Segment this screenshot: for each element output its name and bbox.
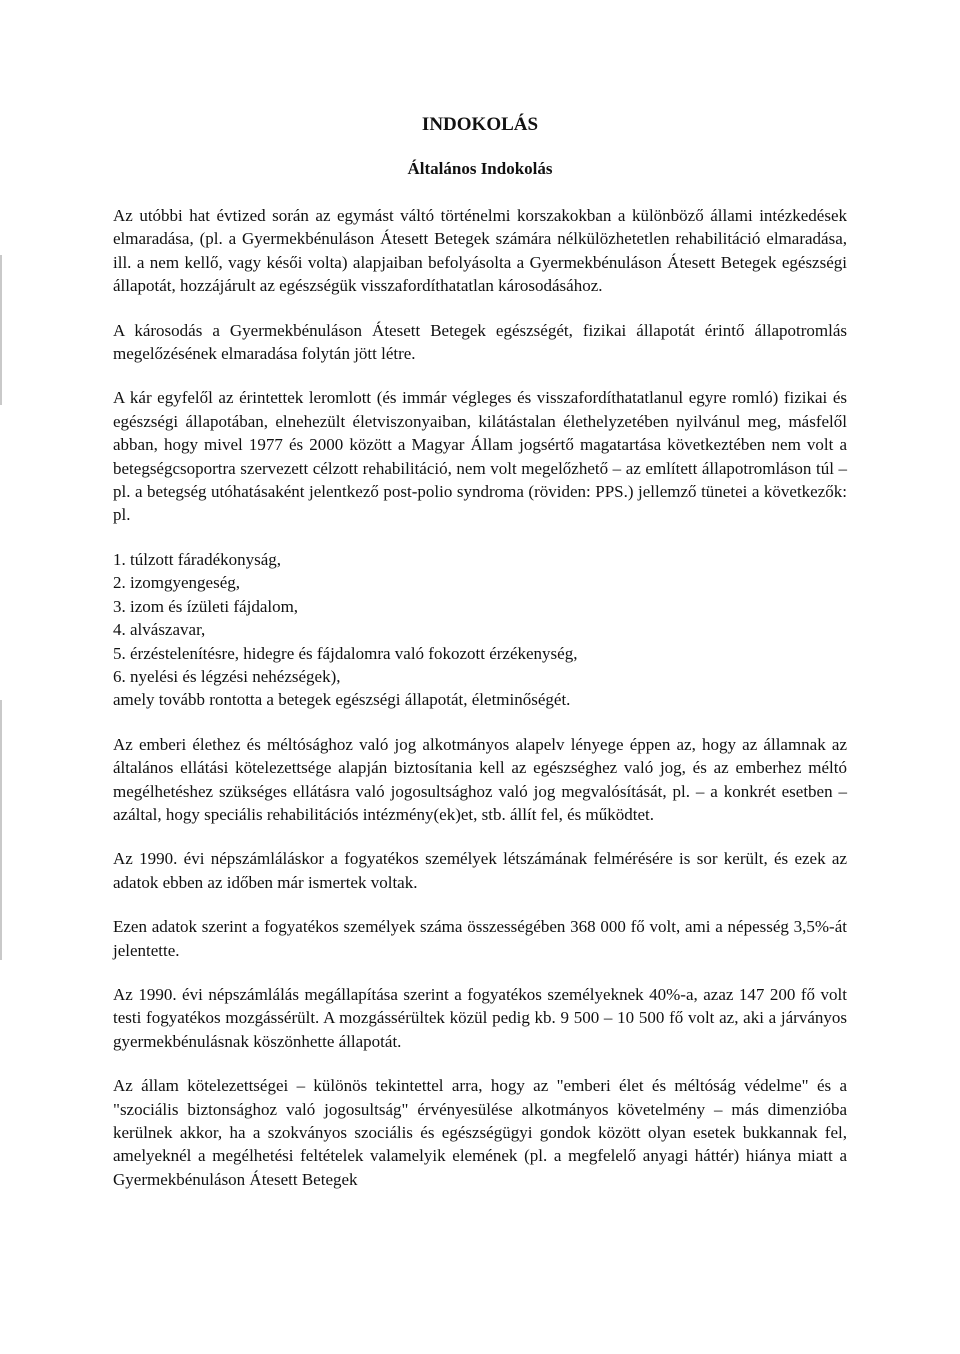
list-item: 2. izomgyengeség, <box>113 573 240 593</box>
paragraph: Ezen adatok szerint a fogyatékos személyek száma összességében 368 000 fő volt, ami a népesség 3,5%-át jelentette. <box>113 917 847 960</box>
document-title: INDOKOLÁS <box>421 114 539 135</box>
paragraph: A kár egyfelől az érintettek leromlott (és immár végleges és visszafordíthatatlanul egyre romló) fizikai és egészségi állapotában, elnehezült életviszonyaiban, kilátástalan élethelyzetében nyilvánul meg, másfelől abban, hogy mivel 1977 és 2000 között a Magyar Állam jogsértő magatartása következtében nem volt a betegségcsoportra szervezett célzott rehabilitáció, nem volt megelőzhető – az említett állapotromláson túl – pl. a betegség utóhatásaként jelentkező post-polio syndroma (röviden: PPS.) jellemző tünetei a következők: pl. <box>113 388 847 525</box>
paragraph: Az 1990. évi népszámláláskor a fogyatékos személyek létszámának felmérésére is sor került, és ezek az adatok ebben az időben már ismertek voltak. <box>113 849 847 892</box>
document-subtitle: Általános Indokolás <box>407 159 553 178</box>
paragraph: Az 1990. évi népszámlálás megállapítása szerint a fogyatékos személyeknek 40%-a, azaz 147 200 fő volt testi fogyatékos mozgássérült. A mozgássérültek közül pedig kb. 9 500 – 10 500 fő volt az, aki a járványos gyermekbénulásnak köszönhette állapotát. <box>113 984 847 1051</box>
list-item: 3. izom és ízületi fájdalom, <box>113 596 299 616</box>
scan-edge-mark <box>0 700 2 960</box>
paragraph: Az utóbbi hat évtized során az egymást váltó történelmi korszakokban a különböző állami intézkedések elmaradása, (pl. a Gyermekbénuláson Átesett Betegek számára nélkülözhetetlen rehabilitáció elmaradása, ill. a nem kellő, vagy késői volta) alapjaiban befolyásolta a Gyermekbénuláson Átesett Betegek egészségi állapotát, hozzájárult az egészségük visszafordíthatatlan károsodásához. <box>113 206 847 296</box>
scan-edge-mark <box>0 255 2 405</box>
list-item: 4. alvászavar, <box>113 620 206 640</box>
paragraph: Az állam kötelezettségei – különös tekintettel arra, hogy az "emberi élet és méltóság védelme" és a "szociális biztonsághoz való jogosultság" érvényesülése alkotmányos követelmény – más dimenzióba kerülnek akkor, ha a szokványos szociális és egészségügyi gondok között olyan esetek bukkannak fel, amelyeknél a megélhetési feltételek valamelyik elemének (pl. a megfelelő anyagi háttér) hiánya miatt a Gyermekbénuláson Átesett Betegek <box>113 1076 847 1189</box>
list-item: 5. érzéstelenítésre, hidegre és fájdalomra való fokozott érzékenység, <box>113 643 578 663</box>
list-item: 6. nyelési és légzési nehézségek), <box>113 666 341 686</box>
list-conclusion: amely tovább rontotta a betegek egészségi állapotát, életminőségét. <box>113 690 571 710</box>
list-item: 1. túlzott fáradékonyság, <box>113 549 282 569</box>
document-body <box>113 204 847 1191</box>
symptom-list <box>113 548 847 688</box>
paragraph: A károsodás a Gyermekbénuláson Átesett Betegek egészségét, fizikai állapotát érintő állapotromlás megelőzésének elmaradása folytán jött létre. <box>113 320 847 364</box>
paragraph: Az emberi élethez és méltósághoz való jog alkotmányos alapelv lényege éppen az, hogy az államnak az általános ellátási kötelezettsége alapján biztosítania kell az egészséghez való jog, és az emberhez méltó megélhetéshez szükséges ellátásra való jogosultsághoz való jog megvalósítását, pl. – a konkrét esetben – azáltal, hogy speciális rehabilitációs intézmény(ek)et, stb. állít fel, és működtet. <box>113 734 847 824</box>
